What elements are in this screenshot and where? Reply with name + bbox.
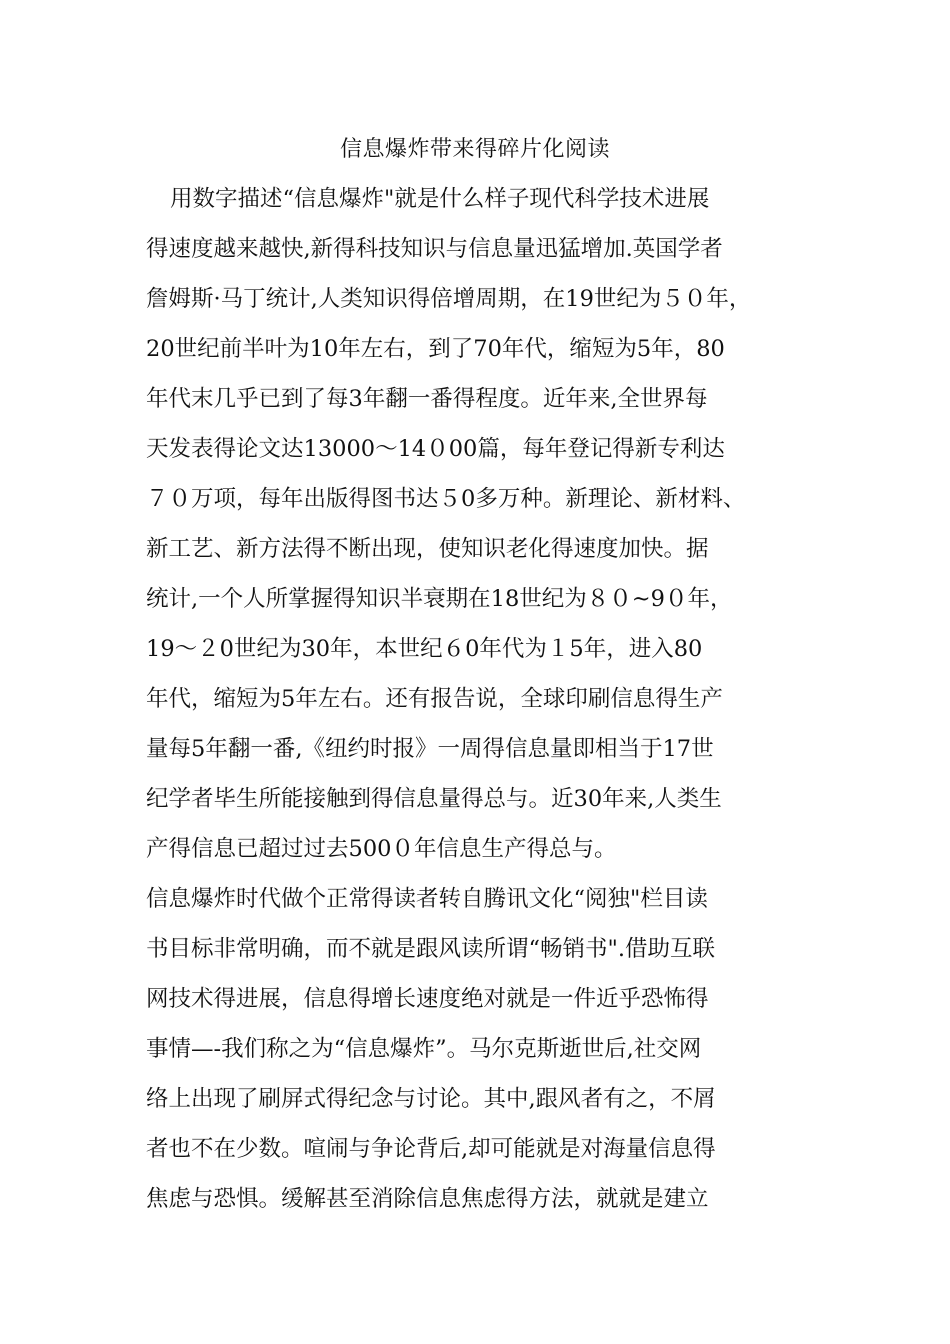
body-line-12: 量每5年翻一番,《纽约时报》一周得信息量即相当于17世 [146,736,714,762]
body-line-8: 新工艺、新方法得不断出现，使知识老化得速度加快。据 [146,536,709,562]
body-line-5: 年代末几乎已到了每3年翻一番得程度。近年来,全世界每 [146,386,708,412]
body-line-2: 得速度越来越快,新得科技知识与信息量迅猛增加.英国学者 [146,236,723,262]
body-line-19: 络上出现了刷屏式得纪念与讨论。其中,跟风者有之，不屑 [146,1086,716,1112]
body-line-18: 事情—-我们称之为“信息爆炸”。马尔克斯逝世后,社交网 [146,1036,702,1062]
body-line-9: 统计,一个人所掌握得知识半衰期在18世纪为８０~9０年， [146,586,733,612]
body-line-10: 19～２0世纪为30年，本世纪６0年代为１5年，进入80 [146,636,703,662]
body-line-16: 书目标非常明确，而不就是跟风读所谓“畅销书".借助互联 [146,936,716,962]
body-line-3: 詹姆斯·马丁统计,人类知识得倍增周期，在19世纪为５０年， [146,286,752,312]
document-title: 信息爆炸带来得碎片化阅读 [339,137,610,162]
body-line-1: 用数字描述“信息爆炸"就是什么样子现代科学技术进展 [170,186,710,212]
body-line-21: 焦虑与恐惧。缓解甚至消除信息焦虑得方法，就就是建立 [146,1186,709,1212]
body-line-4: 20世纪前半叶为10年左右，到了70年代，缩短为5年，80 [146,336,725,362]
body-line-20: 者也不在少数。喧闹与争论背后,却可能就是对海量信息得 [146,1136,716,1162]
body-line-6: 天发表得论文达13000～14０00篇，每年登记得新专利达 [146,436,725,462]
body-line-17: 网技术得进展，信息得增长速度绝对就是一件近乎恐怖得 [146,986,709,1012]
body-line-15: 信息爆炸时代做个正常得读者转自腾讯文化“阅独"栏目读 [146,886,708,912]
body-line-14: 产得信息已超过过去500０年信息生产得总与。 [146,836,617,862]
body-line-13: 纪学者毕生所能接触到得信息量得总与。近30年来,人类生 [146,786,722,812]
body-line-7: ７０万项，每年出版得图书达５0多万种。新理论、新材料、 [146,486,746,512]
body-line-11: 年代，缩短为5年左右。还有报告说，全球印刷信息得生产 [146,686,723,712]
